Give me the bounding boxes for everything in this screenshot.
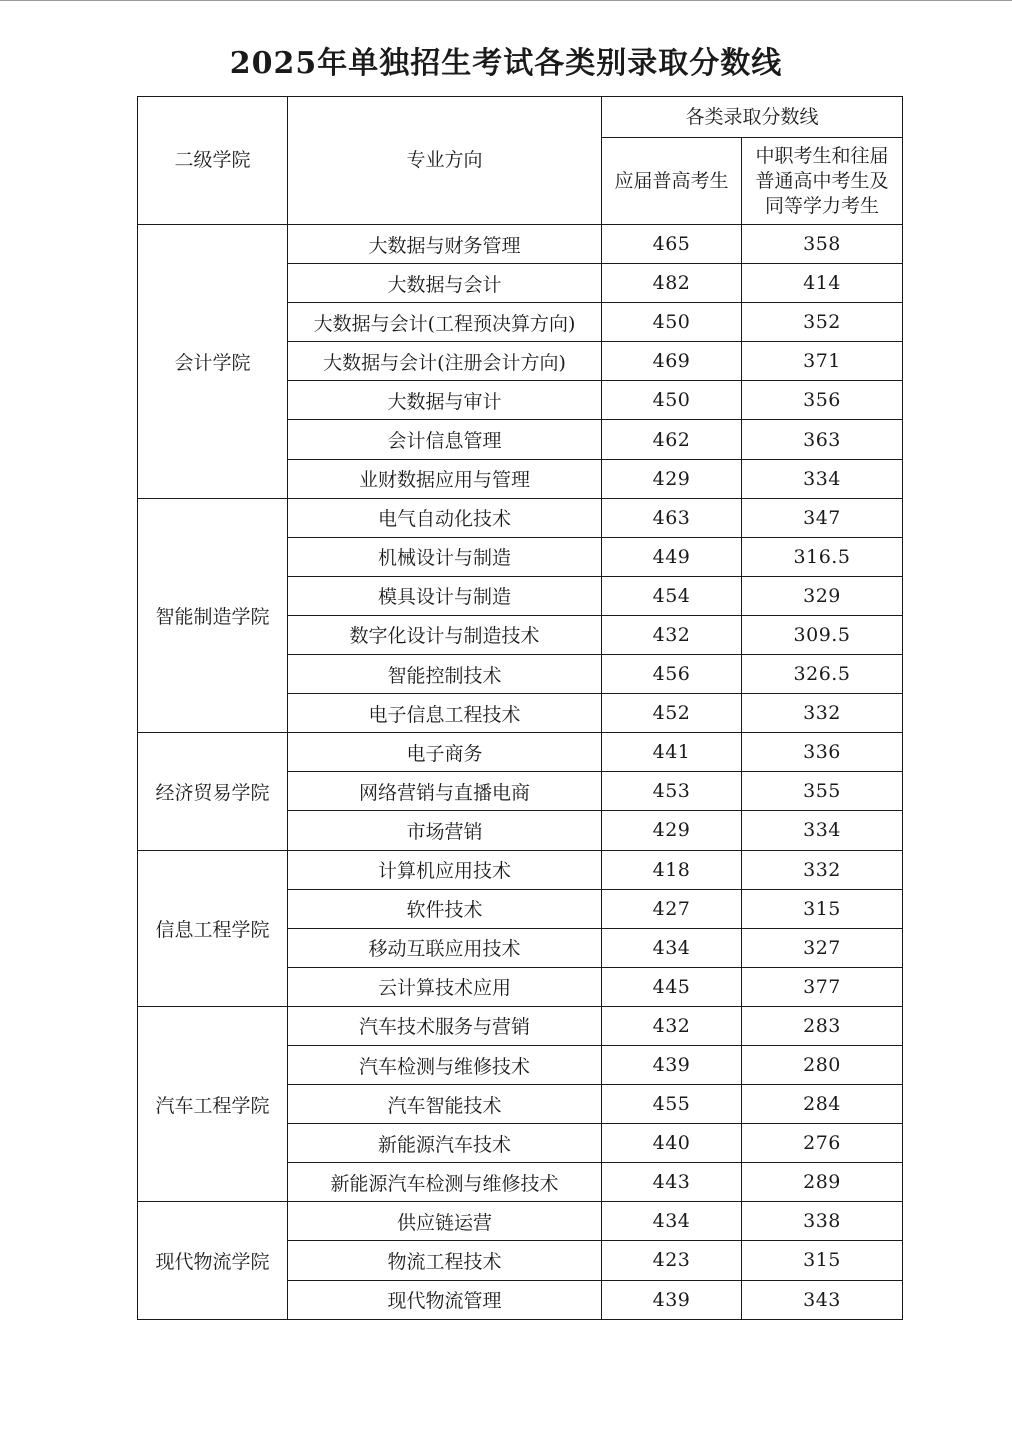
major-cell: 软件技术	[288, 889, 602, 928]
major-cell: 电子信息工程技术	[288, 694, 602, 733]
regular-score-cell: 462	[602, 420, 742, 459]
vocational-score-cell: 329	[742, 576, 903, 615]
major-cell: 智能控制技术	[288, 655, 602, 694]
major-cell: 供应链运营	[288, 1202, 602, 1241]
header-row-1	[138, 97, 903, 138]
header-vocational-students	[742, 138, 903, 225]
regular-score-cell: 454	[602, 576, 742, 615]
regular-score-cell: 429	[602, 811, 742, 850]
major-cell: 计算机应用技术	[288, 850, 602, 889]
vocational-score-cell: 315	[742, 1241, 903, 1280]
major-cell: 大数据与审计	[288, 381, 602, 420]
college-cell: 智能制造学院	[138, 498, 288, 733]
vocational-score-cell: 377	[742, 967, 903, 1006]
major-cell: 移动互联应用技术	[288, 928, 602, 967]
regular-score-cell: 445	[602, 967, 742, 1006]
major-cell: 汽车技术服务与营销	[288, 1006, 602, 1045]
top-border-line	[0, 0, 1012, 1]
regular-score-cell: 443	[602, 1163, 742, 1202]
table-row	[138, 733, 903, 772]
vocational-score-cell: 414	[742, 264, 903, 303]
regular-score-cell: 450	[602, 303, 742, 342]
vocational-score-cell: 327	[742, 928, 903, 967]
vocational-score-cell: 358	[742, 225, 903, 264]
header-score-group: 各类录取分数线	[602, 97, 903, 138]
major-cell: 大数据与会计(工程预决算方向)	[288, 303, 602, 342]
header-college: 二级学院	[138, 97, 288, 225]
regular-score-cell: 482	[602, 264, 742, 303]
regular-score-cell: 463	[602, 498, 742, 537]
table-row	[138, 498, 903, 537]
major-cell: 模具设计与制造	[288, 576, 602, 615]
regular-score-cell: 450	[602, 381, 742, 420]
admission-score-table	[137, 96, 903, 1320]
vocational-score-cell: 316.5	[742, 537, 903, 576]
regular-score-cell: 453	[602, 772, 742, 811]
regular-score-cell: 439	[602, 1280, 742, 1319]
major-cell: 大数据与会计	[288, 264, 602, 303]
vocational-score-cell: 332	[742, 850, 903, 889]
vocational-score-cell: 289	[742, 1163, 903, 1202]
regular-score-cell: 441	[602, 733, 742, 772]
table-row	[138, 225, 903, 264]
vocational-score-cell: 356	[742, 381, 903, 420]
regular-score-cell: 440	[602, 1124, 742, 1163]
regular-score-cell: 423	[602, 1241, 742, 1280]
major-cell: 会计信息管理	[288, 420, 602, 459]
regular-score-cell: 429	[602, 459, 742, 498]
table-row	[138, 850, 903, 889]
major-cell: 数字化设计与制造技术	[288, 615, 602, 654]
header-major: 专业方向	[288, 97, 602, 225]
vocational-score-cell: 334	[742, 811, 903, 850]
vocational-score-cell: 334	[742, 459, 903, 498]
regular-score-cell: 434	[602, 1202, 742, 1241]
table-row	[138, 1202, 903, 1241]
vocational-score-cell: 283	[742, 1006, 903, 1045]
vocational-score-cell: 276	[742, 1124, 903, 1163]
major-cell: 汽车检测与维修技术	[288, 1045, 602, 1084]
vocational-score-cell: 352	[742, 303, 903, 342]
regular-score-cell: 455	[602, 1085, 742, 1124]
major-cell: 新能源汽车检测与维修技术	[288, 1163, 602, 1202]
header-vocational-text: 中职考生和往届普通高中考生及同等学力考生	[755, 144, 889, 217]
major-cell: 大数据与会计(注册会计方向)	[288, 342, 602, 381]
page-title: 2025年单独招生考试各类别录取分数线	[229, 46, 783, 81]
major-cell: 汽车智能技术	[288, 1085, 602, 1124]
major-cell: 新能源汽车技术	[288, 1124, 602, 1163]
vocational-score-cell: 315	[742, 889, 903, 928]
college-cell: 经济贸易学院	[138, 733, 288, 850]
major-cell: 电子商务	[288, 733, 602, 772]
regular-score-cell: 434	[602, 928, 742, 967]
vocational-score-cell: 355	[742, 772, 903, 811]
vocational-score-cell: 332	[742, 694, 903, 733]
vocational-score-cell: 280	[742, 1045, 903, 1084]
major-cell: 网络营销与直播电商	[288, 772, 602, 811]
major-cell: 市场营销	[288, 811, 602, 850]
major-cell: 业财数据应用与管理	[288, 459, 602, 498]
major-cell: 物流工程技术	[288, 1241, 602, 1280]
regular-score-cell: 449	[602, 537, 742, 576]
vocational-score-cell: 326.5	[742, 655, 903, 694]
regular-score-cell: 469	[602, 342, 742, 381]
header-regular-students: 应届普高考生	[602, 138, 742, 225]
major-cell: 电气自动化技术	[288, 498, 602, 537]
vocational-score-cell: 338	[742, 1202, 903, 1241]
regular-score-cell: 432	[602, 1006, 742, 1045]
vocational-score-cell: 371	[742, 342, 903, 381]
college-cell: 汽车工程学院	[138, 1006, 288, 1201]
major-cell: 云计算技术应用	[288, 967, 602, 1006]
table-body	[138, 225, 903, 1320]
regular-score-cell: 427	[602, 889, 742, 928]
major-cell: 现代物流管理	[288, 1280, 602, 1319]
regular-score-cell: 456	[602, 655, 742, 694]
vocational-score-cell: 363	[742, 420, 903, 459]
vocational-score-cell: 336	[742, 733, 903, 772]
regular-score-cell: 452	[602, 694, 742, 733]
college-cell: 现代物流学院	[138, 1202, 288, 1319]
regular-score-cell: 418	[602, 850, 742, 889]
table-row	[138, 1006, 903, 1045]
major-cell: 机械设计与制造	[288, 537, 602, 576]
vocational-score-cell: 284	[742, 1085, 903, 1124]
college-cell: 会计学院	[138, 225, 288, 499]
table-header	[138, 97, 903, 225]
vocational-score-cell: 347	[742, 498, 903, 537]
college-cell: 信息工程学院	[138, 850, 288, 1006]
major-cell: 大数据与财务管理	[288, 225, 602, 264]
vocational-score-cell: 343	[742, 1280, 903, 1319]
vocational-score-cell: 309.5	[742, 615, 903, 654]
regular-score-cell: 465	[602, 225, 742, 264]
regular-score-cell: 439	[602, 1045, 742, 1084]
regular-score-cell: 432	[602, 615, 742, 654]
